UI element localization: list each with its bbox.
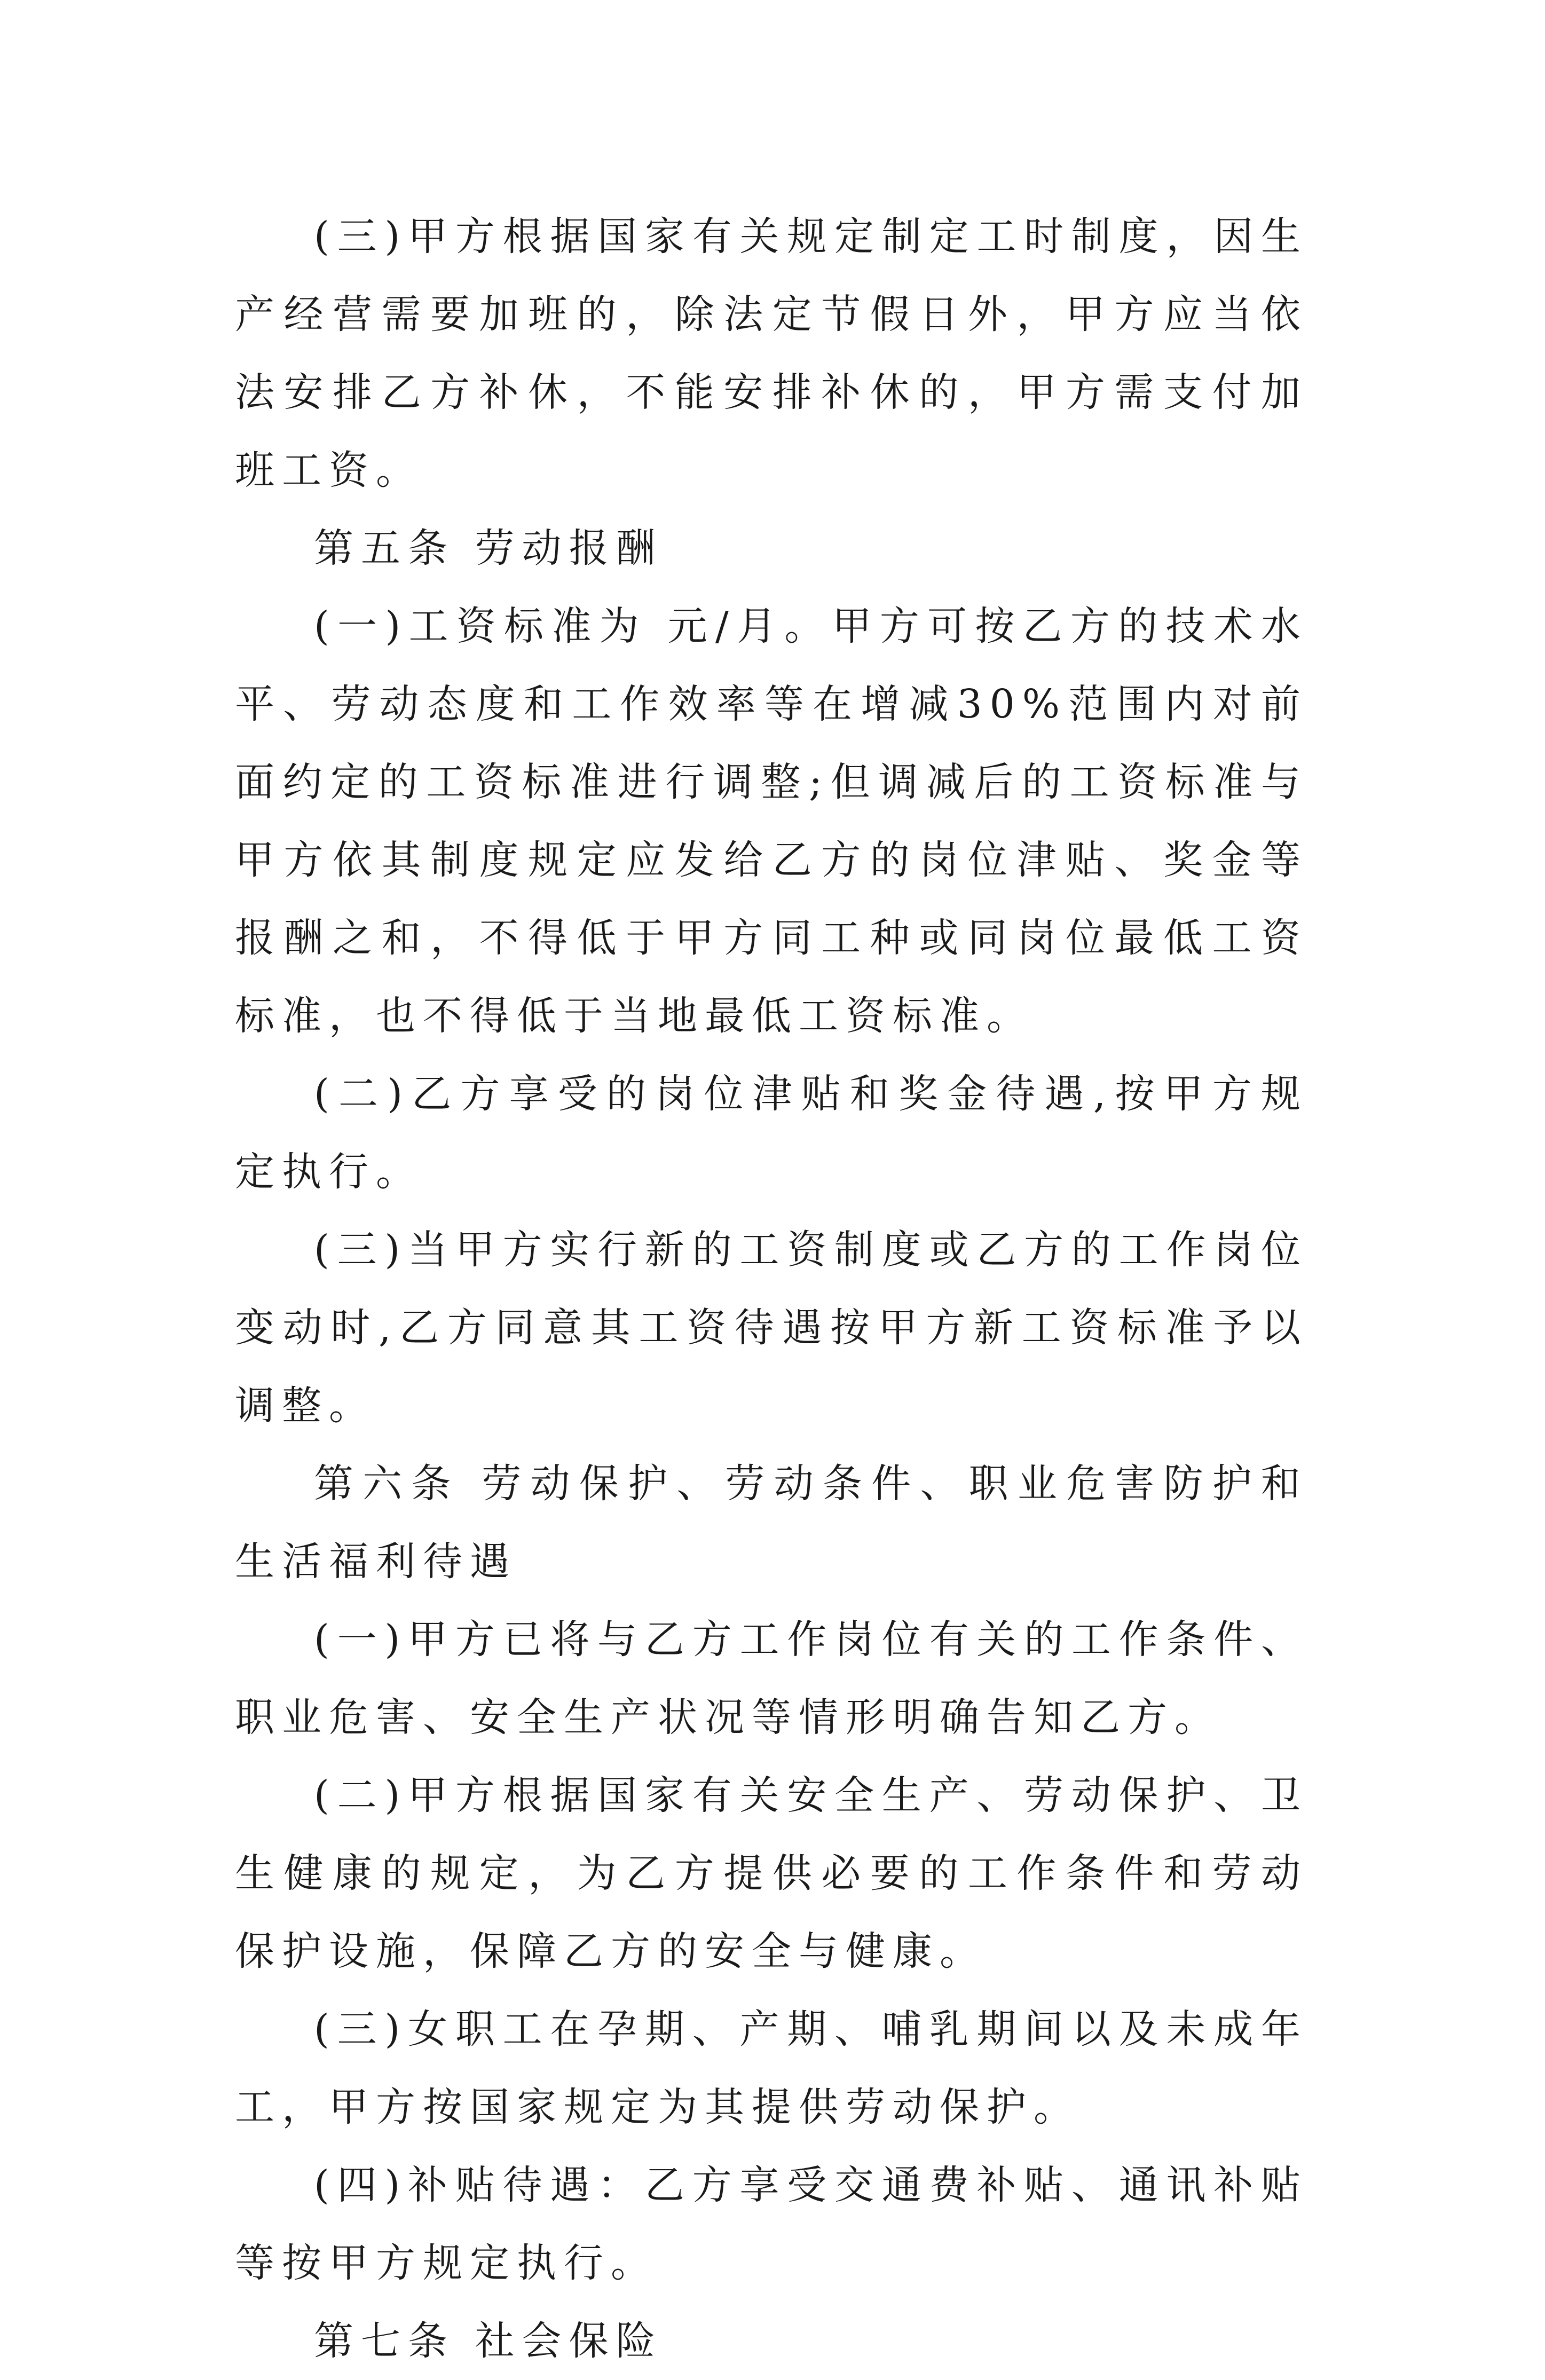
paragraph-female-workers: (三)女职工在孕期、产期、哺乳期间以及未成年工，甲方按国家规定为其提供劳动保护。	[235, 2006, 1308, 2130]
heading-article-5: 第五条 劳动报酬	[314, 525, 663, 571]
paragraph-subsidies: (四)补贴待遇：乙方享受交通费补贴、通讯补贴等按甲方规定执行。	[235, 2162, 1308, 2286]
paragraph-wage-standard: (一)工资标准为 元/月。甲方可按乙方的技术水平、劳动态度和工作效率等在增减30%范围内对前面约定的工资标准进行调整;但调减后的工资标准与甲方依其制度规定应发给乙方的岗位津贴、奖金等报酬之和，不得低于甲方同工种或同岗位最低工资标准，也不得低于当地最低工资标准。	[235, 603, 1308, 1039]
heading-article-6: 第六条 劳动保护、劳动条件、职业危害防护和生活福利待遇	[235, 1461, 1308, 1585]
paragraph-wage-adjustment: (三)当甲方实行新的工资制度或乙方的工作岗位变动时,乙方同意其工资待遇按甲方新工资标准予以调整。	[235, 1227, 1308, 1429]
document-body	[235, 198, 1308, 2380]
paragraph-allowance: (二)乙方享受的岗位津贴和奖金待遇,按甲方规定执行。	[235, 1071, 1308, 1195]
heading-article-7: 第七条 社会保险	[314, 2318, 663, 2364]
paragraph-overtime-clause: (三)甲方根据国家有关规定制定工时制度，因生产经营需要加班的，除法定节假日外，甲方应当依法安排乙方补休，不能安排补休的，甲方需支付加班工资。	[235, 214, 1308, 493]
paragraph-safety: (二)甲方根据国家有关安全生产、劳动保护、卫生健康的规定，为乙方提供必要的工作条件和劳动保护设施，保障乙方的安全与健康。	[235, 1772, 1308, 1974]
paragraph-work-conditions: (一)甲方已将与乙方工作岗位有关的工作条件、职业危害、安全生产状况等情形明确告知乙方。	[235, 1617, 1308, 1740]
